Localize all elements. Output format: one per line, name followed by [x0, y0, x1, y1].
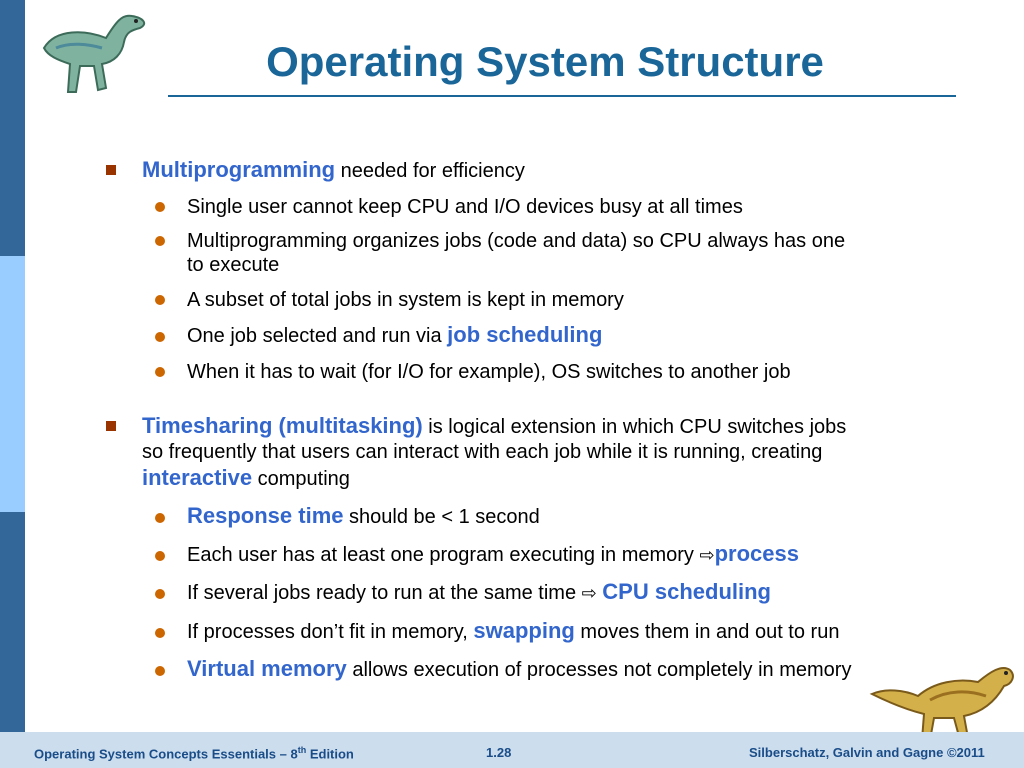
- round-bullet-icon: [155, 666, 165, 676]
- sub-bullet-text: Each user has at least one program executing in memory: [187, 544, 700, 566]
- round-bullet-icon: [155, 202, 165, 212]
- footer-superscript: th: [297, 745, 307, 755]
- sub-bullet-text: If several jobs ready to run at the same time: [187, 582, 582, 604]
- keyword-job-scheduling: job scheduling: [447, 322, 603, 347]
- title-divider: [168, 95, 956, 97]
- dinosaur-icon: [868, 660, 1018, 742]
- bullet-timesharing: [142, 414, 846, 439]
- round-bullet-icon: [155, 628, 165, 638]
- bullet-text: is logical extension in which CPU switches jobs: [422, 416, 847, 438]
- sub-bullet-swapping: [187, 619, 839, 644]
- round-bullet-icon: [155, 295, 165, 305]
- square-bullet-icon: [106, 421, 116, 431]
- side-bar-segment: [0, 0, 25, 256]
- round-bullet-icon: [155, 332, 165, 342]
- sub-bullet-text: Multiprogramming organizes jobs (code and data) so CPU always has one: [187, 230, 846, 252]
- round-bullet-icon: [155, 367, 165, 377]
- sub-bullet-job-scheduling: [187, 323, 602, 348]
- square-bullet-icon: [106, 165, 116, 175]
- keyword-swapping: swapping: [473, 618, 575, 643]
- side-bar-segment: [0, 256, 25, 512]
- footer-text: Operating System Concepts Essentials – 8: [34, 746, 298, 762]
- sub-bullet-text: moves them in and out to run: [574, 621, 840, 643]
- keyword-response-time: Response time: [187, 503, 344, 528]
- round-bullet-icon: [155, 513, 165, 523]
- keyword-timesharing: Timesharing (multitasking): [142, 413, 423, 438]
- sub-bullet-text: One job selected and run via: [187, 325, 448, 347]
- sub-bullet-text: to execute: [187, 254, 280, 276]
- keyword-multiprogramming: Multiprogramming: [142, 157, 336, 182]
- keyword-interactive: interactive: [142, 465, 253, 490]
- bullet-interactive: [142, 466, 350, 491]
- round-bullet-icon: [155, 589, 165, 599]
- footer-book-title: [34, 745, 354, 761]
- sub-bullet-text: When it has to wait (for I/O for example), OS switches to another job: [187, 361, 791, 383]
- round-bullet-icon: [155, 236, 165, 246]
- round-bullet-icon: [155, 551, 165, 561]
- dinosaur-icon: [36, 8, 156, 96]
- sub-bullet-text: Single user cannot keep CPU and I/O devices busy at all times: [187, 196, 743, 218]
- bullet-text: needed for efficiency: [335, 160, 525, 182]
- bullet-text: computing: [252, 468, 350, 490]
- side-bar: [0, 0, 25, 768]
- sub-bullet-text: A subset of total jobs in system is kept in memory: [187, 289, 624, 311]
- keyword-process: process: [714, 541, 799, 566]
- side-bar-segment: [0, 512, 25, 768]
- footer-text: Edition: [306, 746, 354, 762]
- page-title: Operating System Structure: [266, 38, 824, 85]
- keyword-virtual-memory: Virtual memory: [187, 656, 347, 681]
- sub-bullet-text: allows execution of processes not completely in memory: [346, 659, 852, 681]
- sub-bullet-response-time: [187, 504, 540, 529]
- sub-bullet-text: If processes don’t fit in memory,: [187, 621, 474, 643]
- sub-bullet-text: should be < 1 second: [343, 506, 540, 528]
- sub-bullet-virtual-memory: [187, 657, 851, 682]
- sub-bullet-process: [187, 542, 799, 567]
- arrow-icon: ⇨: [699, 545, 715, 565]
- bullet-multiprogramming: [142, 158, 525, 183]
- bullet-text: so frequently that users can interact with each job while it is running, creating: [142, 441, 823, 463]
- page-number: 1.28: [486, 745, 512, 760]
- sub-bullet-cpu-scheduling: [187, 580, 771, 605]
- arrow-icon: ⇨: [581, 583, 597, 603]
- footer-authors: Silberschatz, Galvin and Gagne ©2011: [749, 745, 985, 760]
- keyword-cpu-scheduling: CPU scheduling: [602, 579, 771, 604]
